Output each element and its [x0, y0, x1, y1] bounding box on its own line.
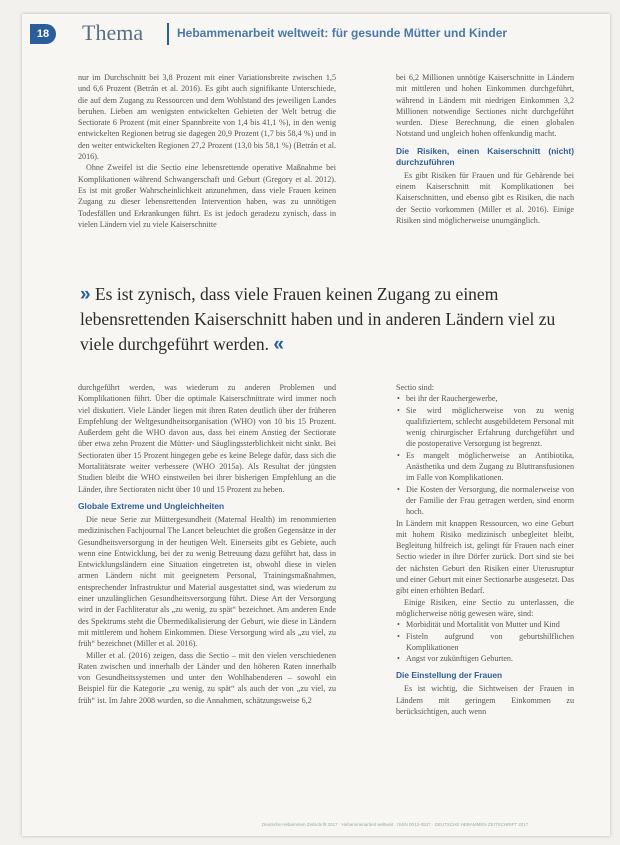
quote-close-mark: «	[273, 334, 284, 355]
paragraph: Einige Risiken, eine Sectio zu unterlassen, die möglicherweise nötig gewesen wäre, sind:	[396, 597, 574, 618]
section-name: Thema	[82, 20, 144, 45]
risk-list	[396, 393, 574, 517]
page-footer: Deutsche Hebammen Zeitschrift 2017 · Hebammenarbeit weltweit · ISSN 0012-0537 · DEUTSCHE HEBAMMEN ZEITSCHRIFT 2017	[262, 822, 529, 827]
lower-left-column	[78, 382, 336, 814]
quote-open-mark: »	[80, 284, 91, 305]
paragraph: In Ländern mit knappen Ressourcen, wo eine Geburt mit hohem Risiko medizinisch unbegleitet bleibt, Begleitung hilfreich ist, gelingt für Frauen nach einer Sectio wieder in ihre Dörfer zurück. Dort sind sie bei der nächsten Geburt den Risiken einer Uterusruptur und einer Geburt mit einer Sectionarbe ausgesetzt. Das gibt einen erhöhten Bedarf.	[396, 518, 574, 596]
subheading: Die Einstellung der Frauen	[396, 670, 503, 681]
paragraph: durchgeführt werden, was wiederum zu anderen Problemen und Komplikationen führt. Über die optimale Kaiserschnittrate wird immer noch viel diskutiert. Viele Länder liegen mit ihren Raten deutlich über der früheren Empfehlung der Weltgesundheitsorganisation (WHO) von 10 bis 15 Prozent. Außerdem geht die WHO davon aus, dass bei einem Anstieg der Sectiorate über etwa zehn Prozent die Mütter- und Säuglingssterblichkeit nicht sinkt. Bei Sectioraten über 15 Prozent hingegen gebe es keine Belege dafür, dass sich die Mortalitätsrate weiter verbessere (WHO 2015a). Als Resultat der jüngsten Studien bleibt die WHO einstweilen bei ihrer bisherigen Empfehlung an die Länder, ihre Sectioraten nicht über 10 und 15 Prozent zu heben.	[78, 383, 336, 494]
risk-list	[396, 619, 574, 664]
pull-quote-text: Es ist zynisch, dass viele Frauen keinen Zugang zu einem lebensrettenden Kaiserschnitt haben und in anderen Ländern viel zu viele durchgeführt werden.	[80, 284, 556, 354]
magazine-page	[22, 14, 610, 836]
page-number-badge: 18	[30, 24, 56, 44]
paragraph: Sectio sind:	[396, 383, 434, 392]
list-item: • Fisteln aufgrund von geburtshilflichen Komplikationen	[406, 631, 574, 654]
list-item: • bei ihr der Rauchergewerbe,	[406, 393, 574, 404]
upper-right-column	[396, 72, 574, 268]
list-item: • Morbidität und Mortalität von Mutter und Kind	[406, 619, 574, 630]
upper-left-column	[78, 72, 336, 268]
paragraph: Es ist wichtig, die Sichtweisen der Frauen in Ländern mit geringem Einkommen zu berücksichtigen, auch wenn	[396, 684, 574, 717]
page-title: Hebammenarbeit weltweit: für gesunde Mütter und Kinder	[177, 26, 508, 40]
paragraph: bei 6,2 Millionen unnötige Kaiserschnitte in Ländern mit mittleren und hohen Einkommen durchgeführt, während in Ländern mit niedrigen Einkommen 3,2 Millionen notwendige Sectiones nicht durchgeführt wurden. Diese Berechnung, die einen globalen Notstand und ungleich hohen offenkundig macht.	[396, 73, 574, 139]
pull-quote	[80, 282, 580, 357]
list-item: • Es mangelt möglicherweise an Antibiotika, Anästhetika und dem Zugang zu Bluttransfusionen im Falle von Komplikationen.	[406, 450, 574, 484]
list-item: • Angst vor zukünftigen Geburten.	[406, 653, 574, 664]
paragraph: nur im Durchschnitt bei 3,8 Prozent mit einer Variationsbreite zwischen 1,5 und 6,6 Prozent (Betrán et al. 2016). Es gibt auch signifikante Unterschiede, die auf dem Zugang zu Ressourcen und dem Wohlstand des jeweiligen Landes beruhen. Lieben am wenigsten entwickelten Gebieten der Welt betrug die Sectiorate 6 Prozent (mit einer Spannbreite von 1,4 bis 41,1 %), in den wenig entwickelten Regionen betrug sie dagegen 20,9 Prozent (1,7 bis 58,4 %) und in den weiter entwickelten Regionen 27,2 Prozent (13,0 bis 58,1 %) (Betrán et al. 2016).	[78, 73, 336, 162]
list-item: • Die Kosten der Versorgung, die normalerweise von der Familie der Frau getragen werden, sind enorm hoch.	[406, 484, 574, 518]
paragraph: Die neue Serie zur Müttergesundheit (Maternal Health) im renommierten medizinischen Fachjournal The Lancet beleuchtet die großen Gegensätze in der Gesundheitsversorgung in der heutigen Welt. Einerseits gibt es Gebiete, auch wenn eine Entwicklung, bei der zu wenig Betreuung dazu geführt hat, dass in Entwicklungsländern eine Situation eingetreten ist, obwohl diese in vielen armen Ländern nicht mit geeignetem Personal, Trainingsmaßnahmen, entsprechender Infrastruktur und Material ausgestattet sind, was wiederum zu einer unzulänglichen Gesundheitsversorgung führt. Diese Art der Versorgung wird in der Fachliteratur als „zu wenig, zu spät“ bezeichnet. Am anderen Ende des Spektrums steht die Übermedikalisierung der Geburt, wie diese in Ländern mit mittlerem und hohem Einkommen. Diese Versorgung wird als „zu viel, zu früh“ bezeichnet (Miller et al. 2016).	[78, 514, 336, 649]
subheading: Globale Extreme und Ungleichheiten	[78, 500, 225, 511]
paragraph: Es gibt Risiken für Frauen und für Gebärende bei einem Kaiserschnitt mit Komplikationen bei Kaiserschnitten, und ebenso gibt es Risiken, die nach der Sectio vorkommen (Miller et al. 2016). Einige Risiken sind möglicherweise unumgänglich.	[396, 170, 574, 225]
subheading: Die Risiken, einen Kaiserschnitt (nicht) durchzuführen	[396, 145, 574, 167]
list-item: • Sie wird möglicherweise von zu wenig qualifiziertem, schlecht ausgebildetem Personal mit wenig chirurgischer Erfahrung durchgeführt und die postoperative Versorgung ist begrenzt.	[406, 405, 574, 450]
paragraph: Miller et al. (2016) zeigen, dass die Sectio – mit den vielen verschiedenen Raten zwischen und innerhalb der Länder und den höheren Raten innerhalb von Gesundheitssystemen und unter den Wohlhabenderen – sowohl ein Beispiel für die Kategorie „zu wenig, zu spät“ als auch der von „zu viel, zu früh“ ist. Im Jahre 2008 wurden, so die Annahmen, schätzungsweise 6,2	[78, 650, 336, 705]
lower-right-column	[396, 382, 574, 814]
paragraph: Ohne Zweifel ist die Sectio eine lebensrettende operative Maßnahme bei Komplikationen während Schwangerschaft und Geburt (Gregory et al. 2012). Es ist mit großer Wahrscheinlichkeit anzunehmen, dass viele Frauen keinen Zugang zu dieser lebensrettenden Intervention haben, was zu unnötigen Todesfällen und Erkrankungen führt. Es ist jedoch geradezu zynisch, dass in vielen Ländern viel zu viele Kaiserschnitte	[78, 163, 336, 229]
header-divider	[167, 23, 169, 45]
